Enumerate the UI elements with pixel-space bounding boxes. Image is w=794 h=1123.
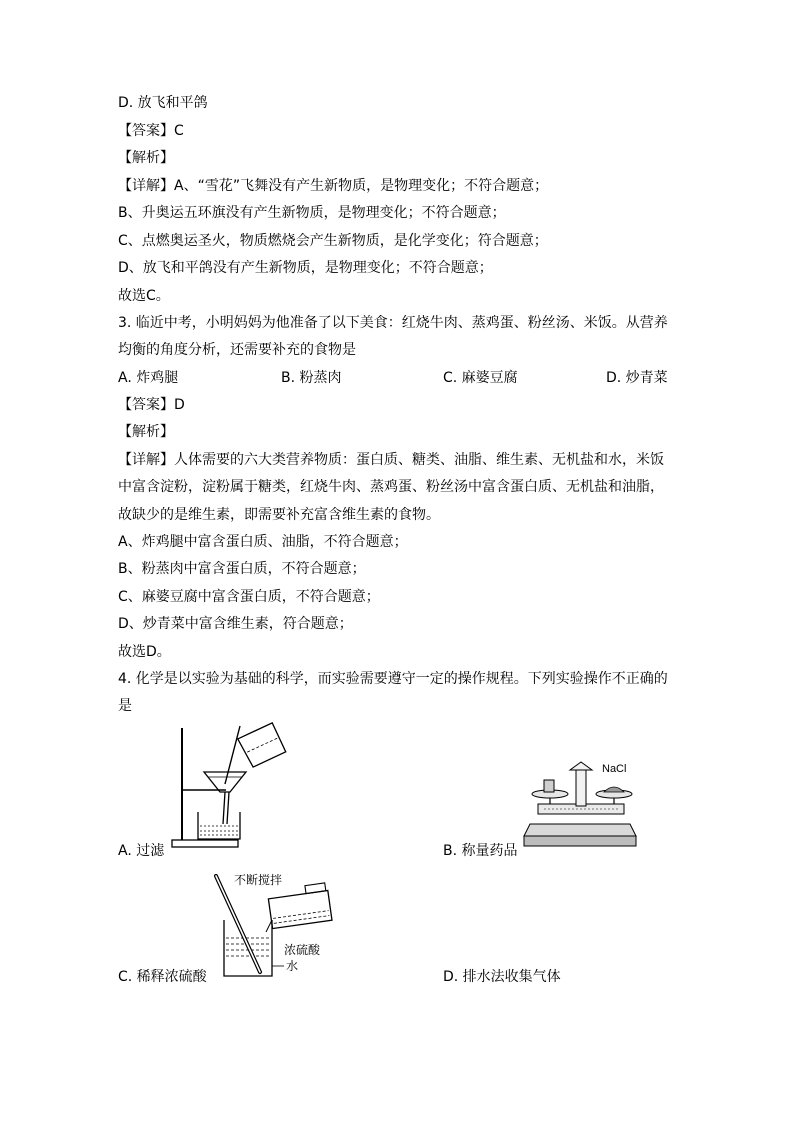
q3-option-d: D. 炒青菜 <box>606 370 668 386</box>
q4-stem-line-1: 4. 化学是以实验为基础的科学，而实验需要遵守一定的操作规程。下列实验操作不正确的 <box>118 671 668 687</box>
figure-dilution <box>212 872 342 984</box>
q2-explain-b: B、升奥运五环旗没有产生新物质，是物理变化；不符合题意； <box>118 205 506 221</box>
q3-explain-d: D、炒青菜中富含维生素，符合题意； <box>118 616 353 632</box>
q3-explain-b: B、粉蒸肉中富含蛋白质，不符合题意； <box>118 561 366 577</box>
q3-option-b: B. 粉蒸肉 <box>281 370 342 386</box>
q3-answer: 【答案】D <box>118 397 185 413</box>
q4-option-c: C. 稀释浓硫酸 <box>118 969 207 985</box>
q3-detail-line-1: 【详解】人体需要的六大类营养物质：蛋白质、糖类、油脂、维生素、无机盐和水，米饭 <box>118 452 664 468</box>
q2-answer: 【答案】C <box>118 123 184 139</box>
q4-stem-line-2: 是 <box>118 698 132 714</box>
q4-option-d: D. 排水法收集气体 <box>443 969 561 985</box>
q3-detail-line-2: 中富含淀粉，淀粉属于糖类，红烧牛肉、蒸鸡蛋、粉丝汤中富含蛋白质、无机盐和油脂， <box>118 479 664 495</box>
fig-c-stir-label: 不断搅拌 <box>234 873 283 887</box>
fig-c-water-label: 水 <box>286 959 299 973</box>
fig-b-nacl-label: NaCl <box>602 763 627 775</box>
q3-detail-line-3: 故缺少的是维生素，即需要补充富含维生素的食物。 <box>118 507 440 523</box>
q2-option-d: D. 放飞和平鸽 <box>118 95 208 111</box>
q2-explain-d: D、放飞和平鸽没有产生新物质，是物理变化；不符合题意； <box>118 260 493 276</box>
q3-explain-a: A、炸鸡腿中富含蛋白质、油脂，不符合题意； <box>118 534 408 550</box>
q2-analysis-heading: 【解析】 <box>118 150 174 166</box>
q3-stem-line-2: 均衡的角度分析，还需要补充的食物是 <box>118 342 356 358</box>
q3-option-a: A. 炸鸡腿 <box>118 370 179 386</box>
fig-c-acid-label: 浓硫酸 <box>284 943 321 957</box>
q3-stem-line-1: 3. 临近中考，小明妈妈为他准备了以下美食：红烧牛肉、蒸鸡蛋、粉丝汤、米饭。从营养 <box>118 315 668 331</box>
q4-option-b: B. 称量药品 <box>443 843 518 859</box>
q3-analysis-heading: 【解析】 <box>118 424 174 440</box>
q2-detail: 【详解】A、“雪花”飞舞没有产生新物质，是物理变化；不符合题意； <box>118 178 549 194</box>
figure-balance <box>520 756 640 852</box>
q2-explain-c: C、点燃奥运圣火，物质燃烧会产生新物质，是化学变化；符合题意； <box>118 233 548 249</box>
q3-option-c: C. 麻婆豆腐 <box>443 370 518 386</box>
q3-conclusion: 故选D。 <box>118 644 171 660</box>
q4-option-a: A. 过滤 <box>118 843 165 859</box>
q2-conclusion: 故选C。 <box>118 288 170 304</box>
q3-explain-c: C、麻婆豆腐中富含蛋白质，不符合题意； <box>118 589 380 605</box>
figure-filtration <box>168 722 288 857</box>
